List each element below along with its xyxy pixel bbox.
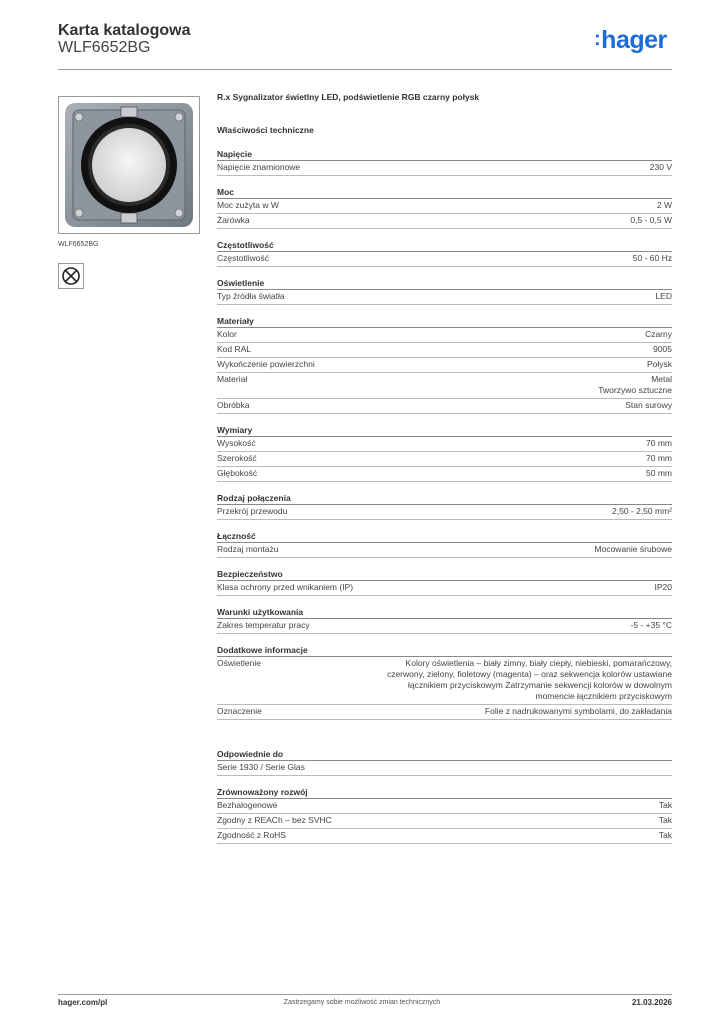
spec-value: Kolory oświetlenia – biały zimny, biały ciepły, niebieski, pomarańczowy, czerwony, zielony, fioletowy (magenta) – oraz sekwencja kolorów ustawiane łącznikiem przyciskowym Zatrzymanie sekwencji kolorów w dowolnym momencie łącznikiem przyciskowym (386, 658, 672, 701)
spec-value: 70 mm (646, 438, 672, 448)
spec-group (217, 644, 672, 720)
spec-value: 70 mm (646, 453, 672, 463)
spec-label: Szerokość (217, 453, 257, 463)
spec-group-title: Łączność (217, 530, 672, 543)
spec-value: Tak (658, 815, 672, 825)
spec-value: Połysk (646, 359, 672, 369)
spec-row (217, 161, 672, 176)
spec-group (217, 492, 672, 520)
spec-group-title: Rodzaj połączenia (217, 492, 672, 505)
spec-group-title: Oświetlenie (217, 277, 672, 290)
spec-row (217, 373, 672, 399)
spec-label: Oświetlenie (217, 658, 261, 668)
spec-row (217, 505, 672, 520)
spec-label: Żarówka (217, 215, 250, 225)
socket-cover-illustration (59, 97, 199, 233)
spec-label: Głębokość (217, 468, 258, 478)
spec-label: Zgodność z RoHS (217, 830, 286, 840)
spec-row (217, 705, 672, 720)
spec-group-title: Częstotliwość (217, 239, 672, 252)
spec-value: 50 - 60 Hz (632, 253, 672, 263)
spec-row (217, 252, 672, 267)
spec-value: Tak (658, 830, 672, 840)
spec-row (217, 343, 672, 358)
spec-group-title: Odpowiednie do (217, 748, 672, 761)
spec-label: Częstotliwość (217, 253, 269, 263)
spec-row (217, 657, 672, 705)
spec-row (217, 437, 672, 452)
spec-row (217, 543, 672, 558)
spec-row (217, 581, 672, 596)
spec-group-title: Warunki użytkowania (217, 606, 672, 619)
spec-group-title: Materiały (217, 315, 672, 328)
spec-group (217, 239, 672, 267)
spec-row (217, 328, 672, 343)
spec-group (217, 606, 672, 634)
spec-value: 50 mm (646, 468, 672, 478)
spec-group (217, 786, 672, 844)
product-image (58, 96, 200, 234)
spec-value: 0,5 - 0,5 W (630, 215, 672, 225)
spec-label: Obróbka (217, 400, 250, 410)
spec-row (217, 214, 672, 229)
logo-text: hager (601, 26, 667, 54)
footer-website-link[interactable]: hager.com/pl (58, 998, 108, 1007)
spec-label: Napięcie znamionowe (217, 162, 301, 172)
spec-row (217, 814, 672, 829)
spec-group-title: Napięcie (217, 148, 672, 161)
spec-row (217, 799, 672, 814)
logo-dots-icon: : (594, 28, 601, 50)
spec-value: Czarny (645, 329, 672, 339)
spec-row (217, 829, 672, 844)
spec-value: Metal Tworzywo sztuczne (598, 374, 672, 395)
spec-groups (217, 148, 672, 720)
spec-row (217, 199, 672, 214)
spec-label: Rodzaj montażu (217, 544, 279, 554)
spec-row (217, 619, 672, 634)
product-code: WLF6652BG (58, 39, 151, 56)
spec-row (217, 290, 672, 305)
spec-group (217, 424, 672, 482)
spec-groups-extra (217, 748, 672, 844)
spec-group (217, 186, 672, 229)
footer-divider (58, 994, 672, 995)
page-title: Karta katalogowa (58, 22, 191, 39)
lamp-symbol-icon (58, 263, 84, 289)
spec-label: Materiał (217, 374, 248, 384)
spec-group (217, 148, 672, 176)
image-caption: WLF6652BG (58, 241, 99, 248)
spec-label: Zgodny z REACh – bez SVHC (217, 815, 332, 825)
spec-value: 2,50 - 2,50 mm² (612, 506, 672, 516)
spec-value: Stan surowy (625, 400, 672, 410)
specification-table (217, 92, 672, 844)
spec-group-title: Bezpieczeństwo (217, 568, 672, 581)
spec-label: Wysokość (217, 438, 256, 448)
spec-label: Przekrój przewodu (217, 506, 288, 516)
spec-value: Tak (658, 800, 672, 810)
spec-value: IP20 (654, 582, 672, 592)
spec-group (217, 568, 672, 596)
spec-label: Serie 1930 / Serie Glas (217, 762, 305, 772)
spec-label: Kolor (217, 329, 237, 339)
spec-row (217, 358, 672, 373)
spec-value: LED (655, 291, 672, 301)
spec-value: 2 W (656, 200, 672, 210)
spec-label: Wykończenie powierzchni (217, 359, 315, 369)
spec-group (217, 277, 672, 305)
footer-disclaimer: Zastrzegamy sobie możliwość zmian technicznych (283, 999, 441, 1006)
spec-label: Typ źródła światła (217, 291, 285, 301)
spec-label: Oznaczenie (217, 706, 262, 716)
spec-value: 230 V (649, 162, 672, 172)
spec-row (217, 452, 672, 467)
header-divider (58, 69, 672, 70)
tech-properties-heading: Właściwości techniczne (217, 125, 314, 135)
spec-group (217, 315, 672, 414)
spec-label: Klasa ochrony przed wnikaniem (IP) (217, 582, 354, 592)
spec-group-title: Zrównoważony rozwój (217, 786, 672, 799)
footer-date: 21.03.2026 (631, 998, 672, 1007)
spec-value: Folie z nadrukowanymi symbolami, do zakładania (484, 706, 672, 716)
product-title: R.x Sygnalizator świetlny LED, podświetlenie RGB czarny połysk (217, 92, 480, 102)
spec-label: Bezhalogenowe (217, 800, 278, 810)
spec-group-title: Wymiary (217, 424, 672, 437)
spec-row (217, 467, 672, 482)
spec-row (217, 399, 672, 414)
spec-group (217, 748, 672, 776)
spec-group-title: Dodatkowe informacje (217, 644, 672, 657)
spec-value: -5 - +35 °C (630, 620, 672, 630)
spec-group-title: Moc (217, 186, 672, 199)
spec-label: Zakres temperatur pracy (217, 620, 310, 630)
spec-value: Mocowanie śrubowe (594, 544, 672, 554)
hager-logo[interactable] (594, 26, 667, 55)
spec-row (217, 761, 672, 776)
spec-group (217, 530, 672, 558)
spec-label: Kod RAL (217, 344, 252, 354)
spec-value: 9005 (653, 344, 672, 354)
spec-label: Moc zużyta w W (217, 200, 279, 210)
